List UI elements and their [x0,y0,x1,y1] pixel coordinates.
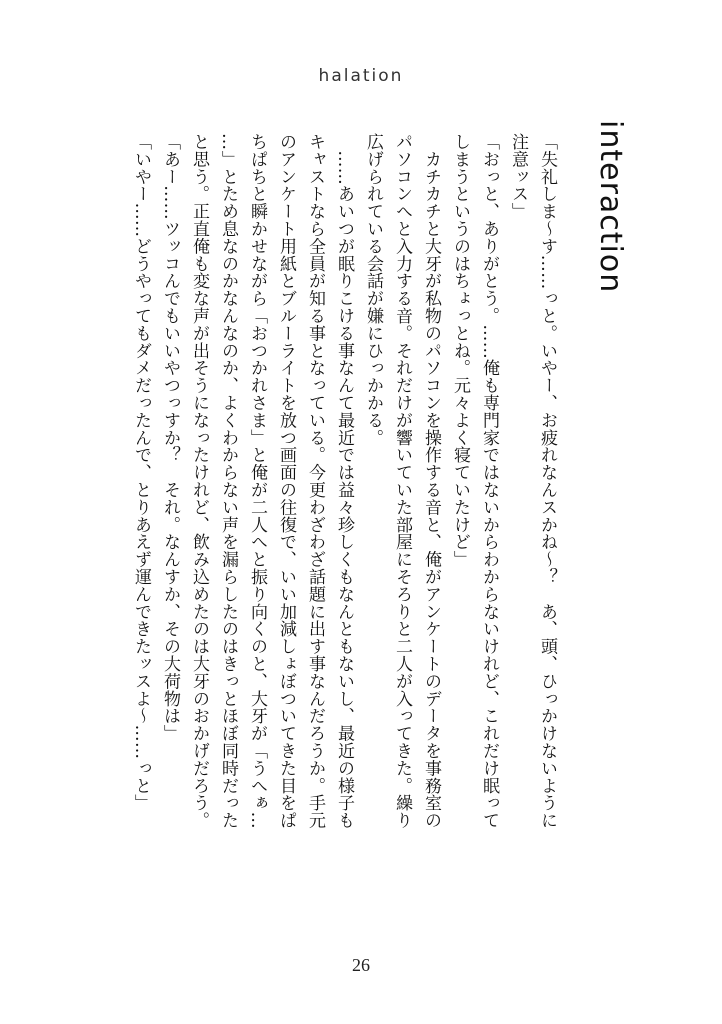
text-line: 「おっと、ありがとう。……俺も専門家ではないからわからないけれど、これだけ眠って [479,133,499,829]
chapter-title: interaction [593,120,628,294]
text-line: 注意ッス」 [508,133,528,220]
text-line: 「いやー……どうやってもダメだったんで、とりあえず運んできたッスよ〜……っと」 [131,133,151,812]
running-header: halation [318,66,404,86]
page-number: 26 [352,955,370,975]
text-line: と思う。正直俺も変な声が出そうになったけれど、飲み込めたのは大牙のおかげだろう。 [189,133,209,829]
text-line: 広げられている会話が嫌にひっかかる。 [363,133,383,447]
text-line: …」とため息なのかなんなのか、よくわからない声を漏らしたのはきっとほぼ同時だった [218,133,238,829]
text-line: カチカチと大牙が私物のパソコンを操作する音と、俺がアンケートのデータを事務室の [421,133,441,829]
text-line: パソコンへと入力する音。それだけが響いていた部屋にそろりと二人が入ってきた。繰り [392,133,412,829]
text-line: 「あー……ツッコんでもいいやつっすか？ それ。なんすか、その大荷物は」 [160,133,180,742]
text-line: 「失礼しま〜す……っと。いやー、お疲れなんスかね〜？ あ、頭、ひっかけないように [537,133,557,829]
text-line: キャストなら全員が知る事となっている。今更わざわざ話題に出す事なんだろうか。手元 [305,133,325,829]
text-line: ……あいつが眠りこける事なんて最近では益々珍しくもなんともないし、最近の様子も [334,133,354,829]
text-line: ちぱちと瞬かせながら「おつかれさま」と俺が二人へと振り向くのと、大牙が「うへぁ… [247,133,267,829]
text-line: しまうというのはちょっとね。元々よく寝ていたけど」 [450,133,470,568]
body-text [95,133,561,875]
text-line: のアンケート用紙とブルーライトを放つ画面の往復で、いい加減しょぼついてきた目をぱ [276,133,296,829]
